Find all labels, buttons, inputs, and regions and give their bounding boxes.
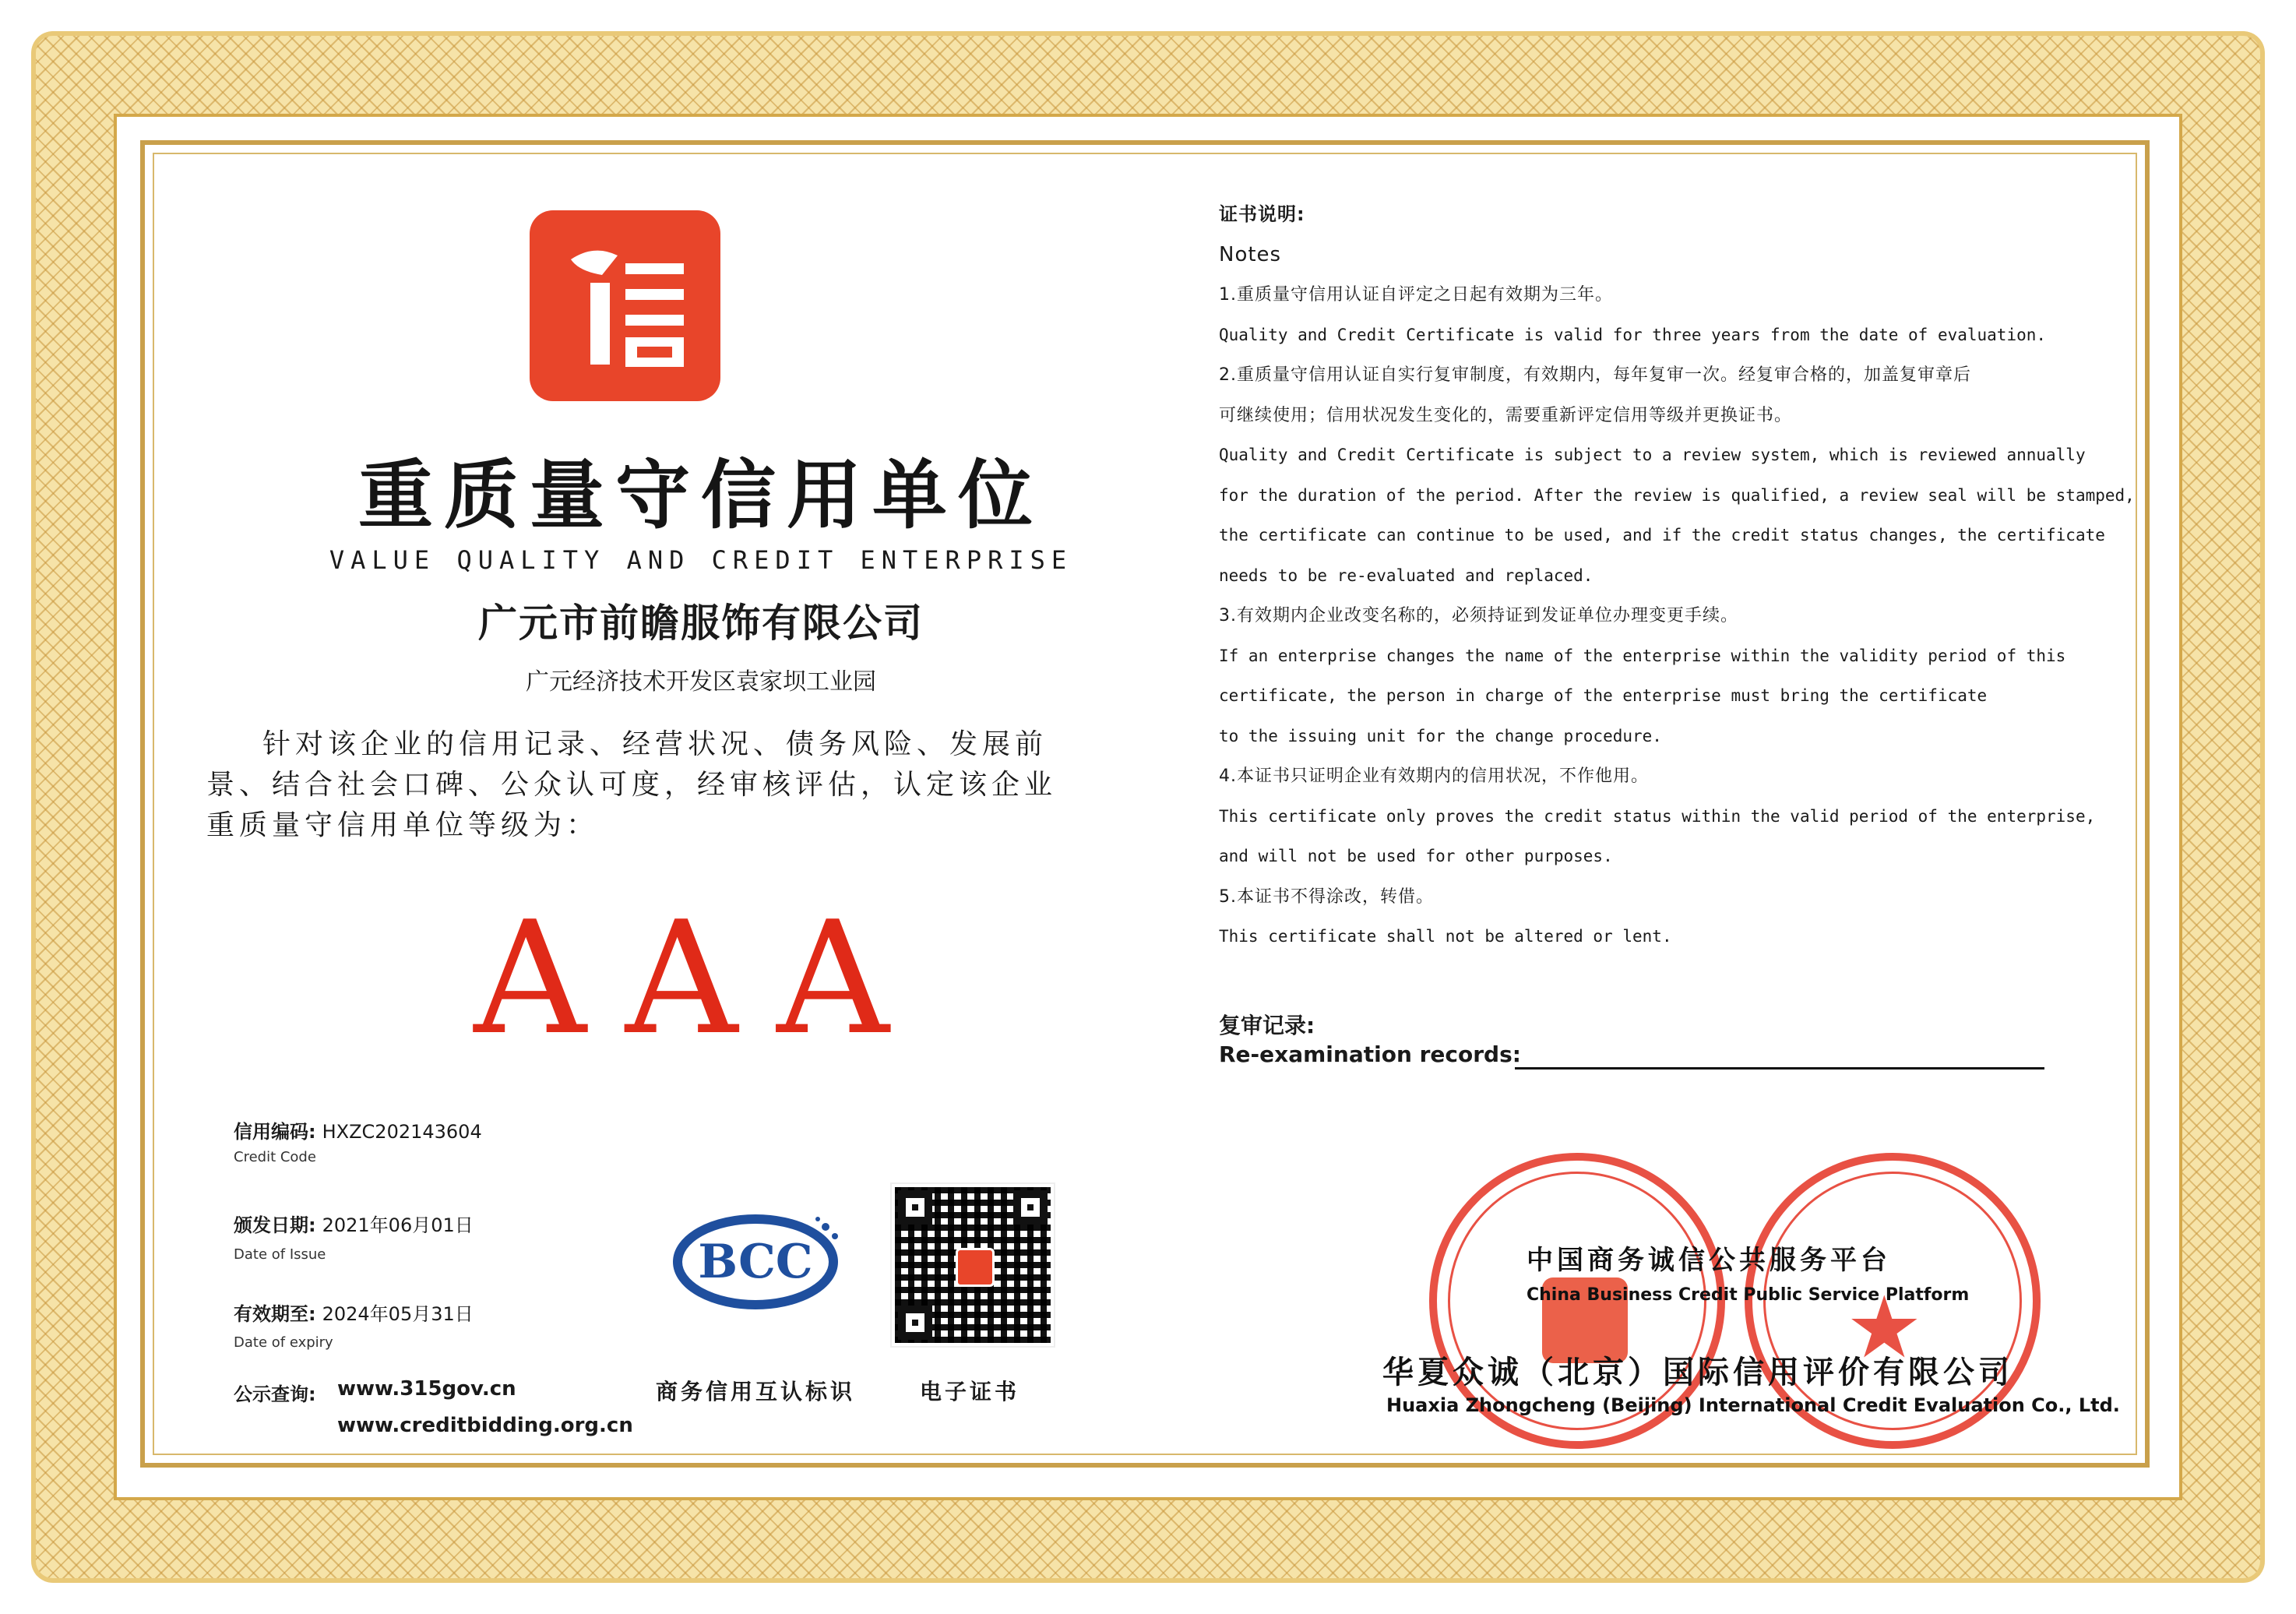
- query-label: 公示查询:: [234, 1383, 316, 1405]
- issue-date: [234, 1210, 474, 1237]
- notes-section: [1219, 195, 2135, 957]
- issuer-name-cn: 华夏众诚（北京）国际信用评价有限公司: [1382, 1355, 2013, 1390]
- certificate-title-en: VALUE QUALITY AND CREDIT ENTERPRISE: [329, 545, 1073, 575]
- qr-finder: [1013, 1190, 1048, 1225]
- reexam-label-cn: 复审记录:: [1219, 1013, 1315, 1038]
- expiry-date-en: Date of expiry: [234, 1334, 333, 1351]
- note-line: 1.重质量守信用认证自评定之日起有效期为三年。: [1219, 285, 1613, 305]
- note-line: 4.本证书只证明企业有效期内的信用状况，不作他用。: [1219, 766, 1649, 786]
- issue-date-label: 颁发日期:: [234, 1214, 316, 1236]
- note-line: 2.重质量守信用认证自实行复审制度，有效期内，每年复审一次。经复审合格的，加盖复审章后: [1219, 365, 1971, 385]
- notes-heading-cn: 证书说明:: [1219, 203, 1305, 225]
- xin-character-icon: [548, 228, 703, 384]
- issuer-name-en: Huaxia Zhongcheng (Beijing) International Credit Evaluation Co., Ltd.: [1386, 1394, 2120, 1416]
- qr-finder: [898, 1190, 932, 1225]
- star-icon: ★: [1846, 1277, 1923, 1377]
- note-line: Quality and Credit Certificate is subject to a review system, which is reviewed annually: [1219, 446, 2086, 464]
- note-line: 3.有效期内企业改变名称的，必须持证到发证单位办理变更手续。: [1219, 606, 1738, 626]
- notes-heading-en: Notes: [1219, 242, 1282, 266]
- issue-date-value: 2021年06月01日: [322, 1214, 474, 1236]
- note-line: needs to be re-evaluated and replaced.: [1219, 566, 1593, 585]
- certification-statement: 针对该企业的信用记录、经营状况、债务风险、发展前景、结合社会口碑、公众认可度，经审核评估，认定该企业重质量守信用单位等级为：: [206, 728, 1058, 841]
- certificate-title-cn: 重质量守信用单位: [358, 451, 1044, 539]
- credit-code-label: 信用编码:: [234, 1121, 316, 1143]
- credit-code-value: HXZC202143604: [322, 1121, 482, 1143]
- company-address: 广元经济技术开发区袁家坝工业园: [526, 668, 876, 696]
- platform-name-en: China Business Credit Public Service Platform: [1527, 1285, 1970, 1305]
- qr-center-logo: [956, 1248, 995, 1287]
- company-name: 广元市前瞻服饰有限公司: [478, 601, 924, 646]
- note-line: the certificate can continue to be used, and if the credit status changes, the certificate: [1219, 526, 2105, 544]
- credit-grade: AAA: [474, 888, 928, 1070]
- note-line: 可继续使用；信用状况发生变化的，需要重新评定信用等级并更换证书。: [1219, 405, 1793, 425]
- note-line: for the duration of the period. After the review is qualified, a review seal will be stamped,: [1219, 485, 2135, 505]
- qr-caption: 电子证书: [919, 1379, 1019, 1404]
- expiry-date-value: 2024年05月31日: [322, 1303, 474, 1325]
- issue-date-en: Date of Issue: [234, 1246, 326, 1263]
- note-line: This certificate only proves the credit status within the valid period of the enterprise,: [1219, 806, 2096, 826]
- bcc-logo: [670, 1203, 849, 1313]
- qr-finder: [898, 1306, 932, 1340]
- note-line: If an enterprise changes the name of the enterprise within the validity period of this: [1219, 646, 2066, 665]
- website-link-1[interactable]: www.315gov.cn: [337, 1377, 516, 1401]
- note-line: and will not be used for other purposes.: [1219, 847, 1613, 865]
- bcc-logo-text: BCC: [698, 1235, 813, 1289]
- expiry-date: [234, 1299, 474, 1326]
- note-line: Quality and Credit Certificate is valid for three years from the date of evaluation.: [1219, 325, 2047, 344]
- reexam-label-en: Re-examination records:: [1219, 1041, 1521, 1067]
- website-link-2[interactable]: www.creditbidding.org.cn: [337, 1414, 633, 1437]
- credit-code-en: Credit Code: [234, 1149, 316, 1165]
- note-line: 5.本证书不得涂改，转借。: [1219, 886, 1434, 907]
- note-line: to the issuing unit for the change procedure.: [1219, 726, 1662, 745]
- credit-seal-logo: [530, 210, 720, 401]
- note-line: certificate, the person in charge of the enterprise must bring the certificate: [1219, 686, 1988, 705]
- credit-code: [234, 1116, 482, 1144]
- bcc-caption: 商务信用互认标识: [655, 1379, 855, 1404]
- expiry-date-label: 有效期至:: [234, 1303, 316, 1325]
- reexam-signature-line: [1515, 1067, 2044, 1070]
- qr-code[interactable]: [892, 1184, 1054, 1346]
- note-line: This certificate shall not be altered or lent.: [1219, 927, 1672, 946]
- platform-name-cn: 中国商务诚信公共服务平台: [1527, 1245, 1891, 1276]
